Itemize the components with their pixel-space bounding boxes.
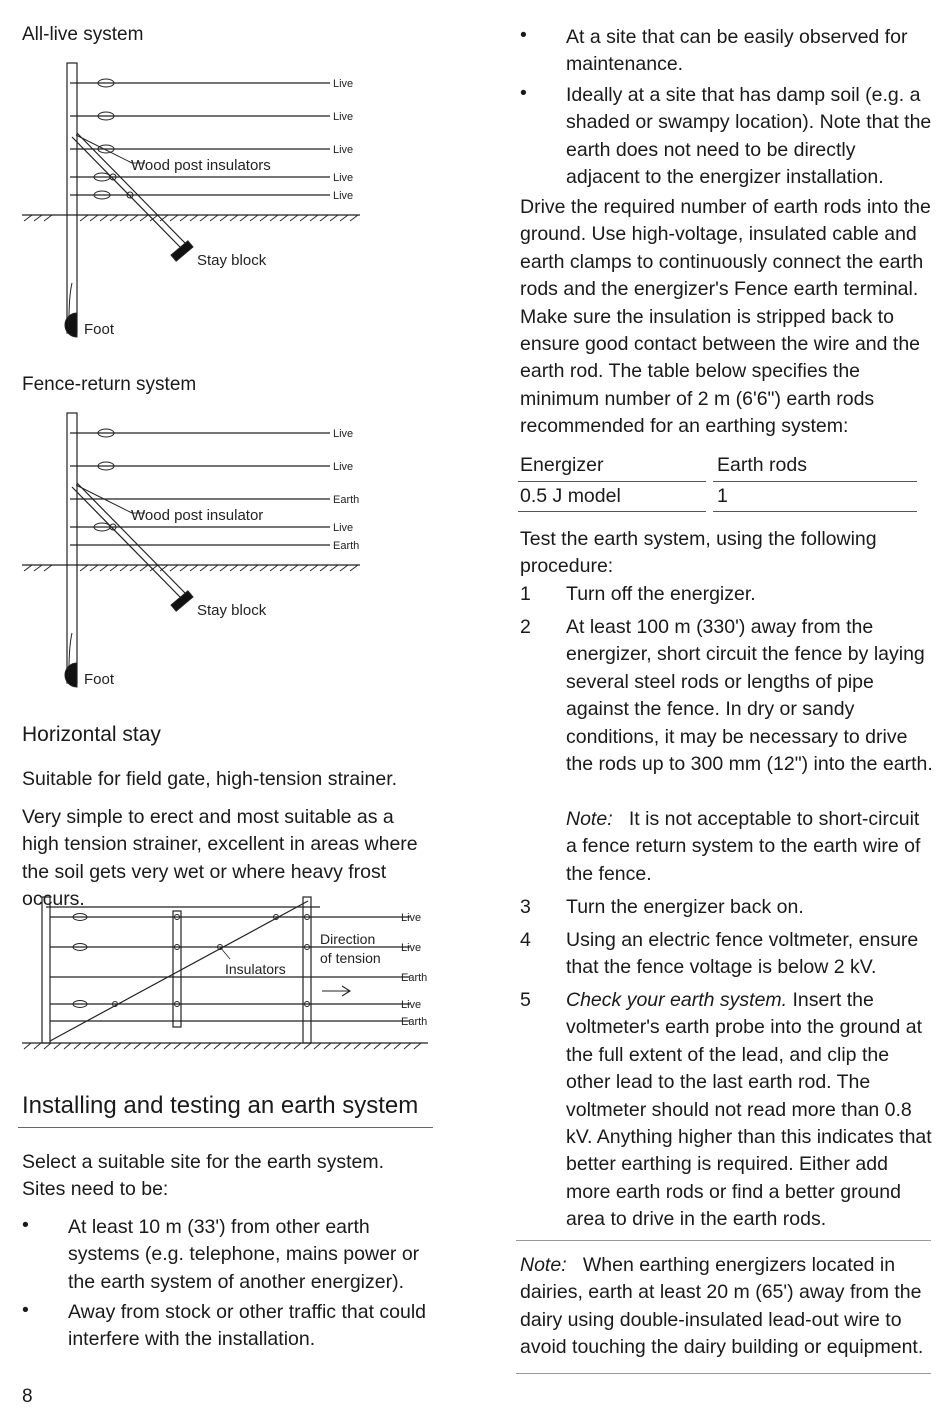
step-number: 3 [520,896,531,918]
table-row-rule [518,511,706,512]
note-bottom-rule [516,1373,931,1374]
table-header-energizer: Energizer [520,454,604,476]
step-number: 2 [520,616,531,638]
table-row-rule [713,511,917,512]
wire-label: Live [333,190,354,202]
bullet-item: Ideally at a site that has damp soil (e.g. a shaded or swampy location). Note that the earth does not need to be directly adjacent to the energizer installation. [566,84,932,189]
note-label: Note: [566,808,613,830]
step-text: Turn the energizer back on. [566,896,804,918]
foot-label: Foot [84,321,115,338]
table-header-earth-rods: Earth rods [717,454,807,476]
wire-label: Live [333,522,354,534]
wire-label: Live [333,461,354,473]
horizontal-stay-p1: Suitable for field gate, high-tension strainer. [22,768,398,790]
step-text: At least 100 m (330') away from the energizer, short circuit the fence by laying several steel rods or lengths of pipe against the fence. In dry or sandy conditions, it may be necessary to drive the rods up to 300 mm (12") into the earth. [566,616,933,776]
earth-system-heading: Installing and testing an earth system [22,1092,419,1119]
table-header-rule [518,481,706,482]
note-text: It is not acceptable to short-circuit a fence return system to the earth wire of the fence. [566,808,921,885]
horizontal-stay-p2: Very simple to erect and most suitable as a high tension strainer, excellent in areas where the soil gets very wet or where heavy frost occurs. [22,806,418,911]
dairy-note [520,1252,932,1362]
step-italic: Check your earth system. [566,989,788,1011]
all-live-system-diagram [20,55,365,345]
insulator-label: Wood post insulator [131,507,264,524]
bullet-item: At least 10 m (33') from other earth systems (e.g. telephone, mains power or the earth system of another energizer). [68,1216,420,1293]
earth-intro: Select a suitable site for the earth system. Sites need to be: [22,1151,385,1201]
note-top-rule [516,1240,931,1241]
table-cell: 0.5 J model [520,485,621,507]
step-body: Insert the voltmeter's earth probe into the ground at the full extent of the lead, and clip the other lead to the last earth rod. The voltmeter should not read more than 0.8 kV. Anything higher than this indicates that better earthing is required. Either add more earth rods or find a better ground area to drive in the earth rods. [566,989,932,1231]
stay-block-label: Stay block [197,602,267,619]
horizontal-stay-diagram [20,893,430,1053]
wire-label: Live [333,172,354,184]
direction-label: Direction [320,931,376,947]
insulator-label: Wood post insulators [131,157,271,174]
step-text: Using an electric fence voltmeter, ensure that the fence voltage is below 2 kV. [566,929,919,979]
earth-rods-paragraph: Drive the required number of earth rods into the ground. Use high-voltage, insulated cable and earth clamps to continuously connect the earth rods and the energizer's Fence earth terminal. Make sure the insulation is stripped back to ensure good contact between the wire and the earth rod. The table below specifies the minimum number of 2 m (6'6") earth rods recommended for an earthing system: [520,196,931,438]
bullet-item: Away from stock or other traffic that could interfere with the installation. [68,1301,427,1351]
wire-label: Earth [401,972,428,984]
insulators-label: Insulators [225,961,286,977]
wire-label: Live [401,942,422,954]
wire-label: Earth [401,1016,428,1028]
wire-label: Live [401,999,422,1011]
wire-label: Live [333,144,354,156]
bullet-item: At a site that can be easily observed for maintenance. [566,26,908,76]
step-number: 5 [520,989,531,1011]
wire-label: Live [333,111,354,123]
note-label: Note: [520,1254,567,1276]
foot-label: Foot [84,671,115,688]
bullet-dot: • [22,1299,29,1321]
test-intro: Test the earth system, using the following procedure: [520,528,877,578]
direction-label: of tension [320,950,381,966]
stay-block-label: Stay block [197,252,267,269]
step-number: 1 [520,583,531,605]
note-text: When earthing energizers located in dairies, earth at least 20 m (65') away from the dairy using double-insulated lead-out wire to avoid touching the dairy building or equipment. [520,1254,924,1359]
step-text: Turn off the energizer. [566,583,756,605]
step-text-5 [566,987,934,1234]
wire-label: Earth [333,540,360,552]
bullet-dot: • [520,82,527,104]
table-header-rule [713,481,917,482]
bullet-dot: • [22,1214,29,1236]
wire-label: Earth [333,494,360,506]
wire-label: Live [333,428,354,440]
page-number: 8 [22,1386,33,1407]
bullet-dot: • [520,24,527,46]
figure-title-all-live: All-live system [22,24,144,45]
step-note [566,806,934,888]
wire-label: Live [401,912,422,924]
table-cell: 1 [717,485,728,507]
wire-label: Live [333,78,354,90]
figure-title-fence-return: Fence-return system [22,374,197,395]
heading-rule [18,1127,433,1128]
step-number: 4 [520,929,531,951]
fence-return-system-diagram [20,405,365,695]
horizontal-stay-heading: Horizontal stay [22,723,161,746]
